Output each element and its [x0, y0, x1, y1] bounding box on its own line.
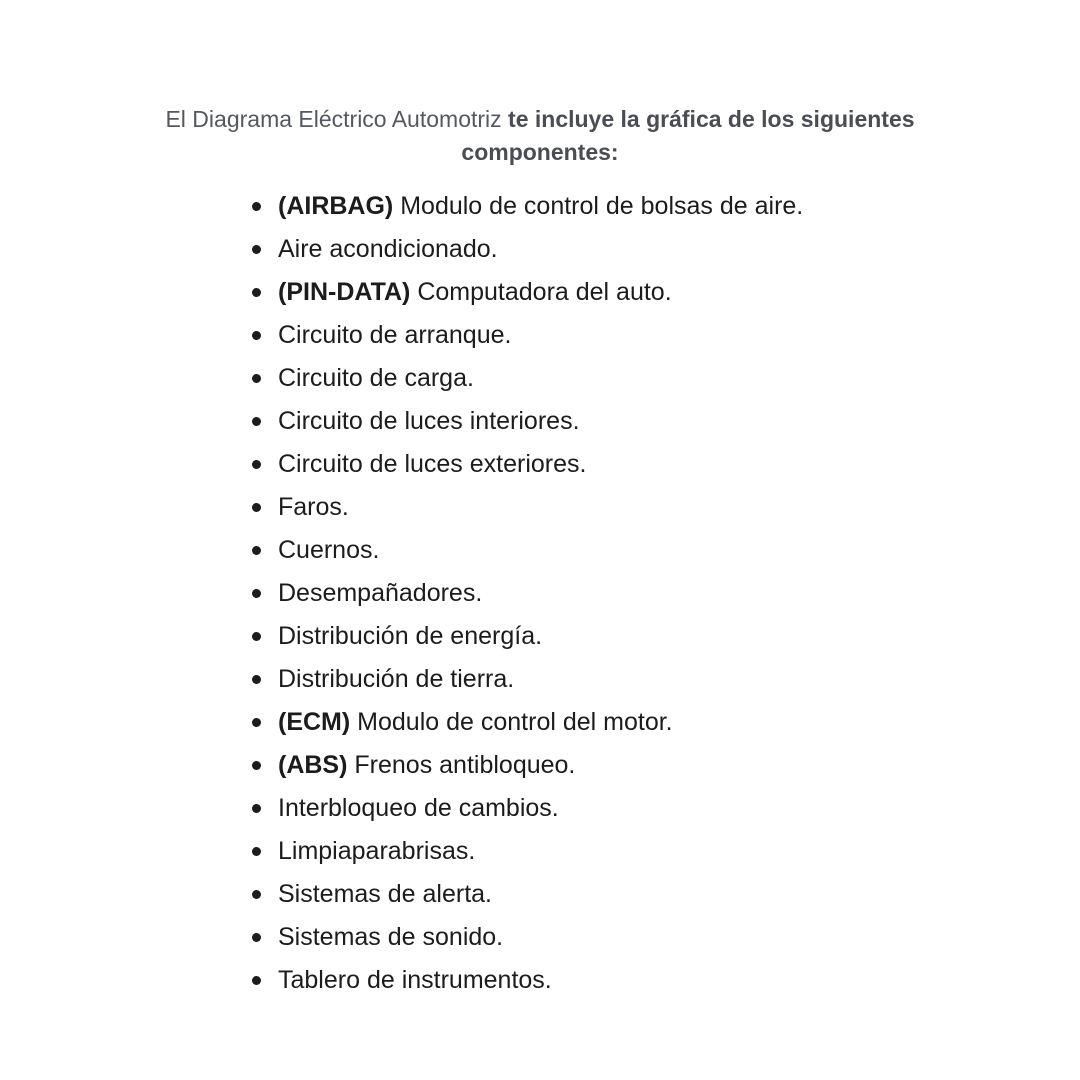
list-item	[248, 744, 1008, 787]
bullet-icon	[252, 374, 261, 383]
list-item	[248, 228, 1008, 271]
component-text: Circuito de arranque.	[278, 321, 512, 349]
bullet-icon	[252, 675, 261, 684]
component-text: Sistemas de alerta.	[278, 880, 492, 908]
component-text: Cuernos.	[278, 536, 380, 564]
bullet-icon	[252, 632, 261, 641]
bullet-icon	[252, 976, 261, 985]
bullet-icon	[252, 460, 261, 469]
bullet-icon	[252, 245, 261, 254]
list-item	[248, 787, 1008, 830]
component-text: Modulo de control del motor.	[357, 708, 673, 736]
bullet-icon	[252, 761, 261, 770]
component-text: Limpiaparabrisas.	[278, 837, 476, 865]
intro-bold-text: te incluye la gráfica de los siguientes componentes:	[461, 106, 915, 165]
bullet-icon	[252, 288, 261, 297]
list-item	[248, 529, 1008, 572]
component-code: (ECM)	[278, 708, 351, 736]
list-item	[248, 615, 1008, 658]
bullet-icon	[252, 417, 261, 426]
list-item	[248, 658, 1008, 701]
bullet-icon	[252, 546, 261, 555]
bullet-icon	[252, 503, 261, 512]
list-item	[248, 572, 1008, 615]
component-code: (PIN-DATA)	[278, 278, 411, 306]
component-text: Computadora del auto.	[417, 278, 672, 306]
component-text: Tablero de instrumentos.	[278, 966, 552, 994]
bullet-icon	[252, 718, 261, 727]
component-text: Interbloqueo de cambios.	[278, 794, 559, 822]
component-text: Frenos antibloqueo.	[354, 751, 576, 779]
component-text: Circuito de luces exteriores.	[278, 450, 587, 478]
list-item	[248, 701, 1008, 744]
bullet-icon	[252, 890, 261, 899]
list-item	[248, 916, 1008, 959]
components-list	[248, 185, 1008, 1002]
component-text: Distribución de energía.	[278, 622, 543, 650]
intro-regular-text: El Diagrama Eléctrico Automotriz	[165, 106, 502, 132]
component-text: Sistemas de sonido.	[278, 923, 504, 951]
component-text: Aire acondicionado.	[278, 235, 498, 263]
component-text: Distribución de tierra.	[278, 665, 515, 693]
list-item	[248, 185, 1008, 228]
list-item	[248, 873, 1008, 916]
list-item	[248, 400, 1008, 443]
component-text: Faros.	[278, 493, 349, 521]
bullet-icon	[252, 847, 261, 856]
component-code: (ABS)	[278, 751, 348, 779]
list-item	[248, 314, 1008, 357]
component-text: Modulo de control de bolsas de aire.	[400, 192, 804, 220]
bullet-icon	[252, 589, 261, 598]
component-code: (AIRBAG)	[278, 192, 394, 220]
bullet-icon	[252, 804, 261, 813]
list-item	[248, 357, 1008, 400]
component-text: Circuito de luces interiores.	[278, 407, 580, 435]
component-text: Circuito de carga.	[278, 364, 474, 392]
list-item	[248, 830, 1008, 873]
bullet-icon	[252, 933, 261, 942]
bullet-icon	[252, 331, 261, 340]
list-item	[248, 271, 1008, 314]
list-item	[248, 959, 1008, 1002]
list-item	[248, 443, 1008, 486]
component-text: Desempañadores.	[278, 579, 483, 607]
list-item	[248, 486, 1008, 529]
intro-paragraph	[140, 103, 940, 169]
bullet-icon	[252, 202, 261, 211]
